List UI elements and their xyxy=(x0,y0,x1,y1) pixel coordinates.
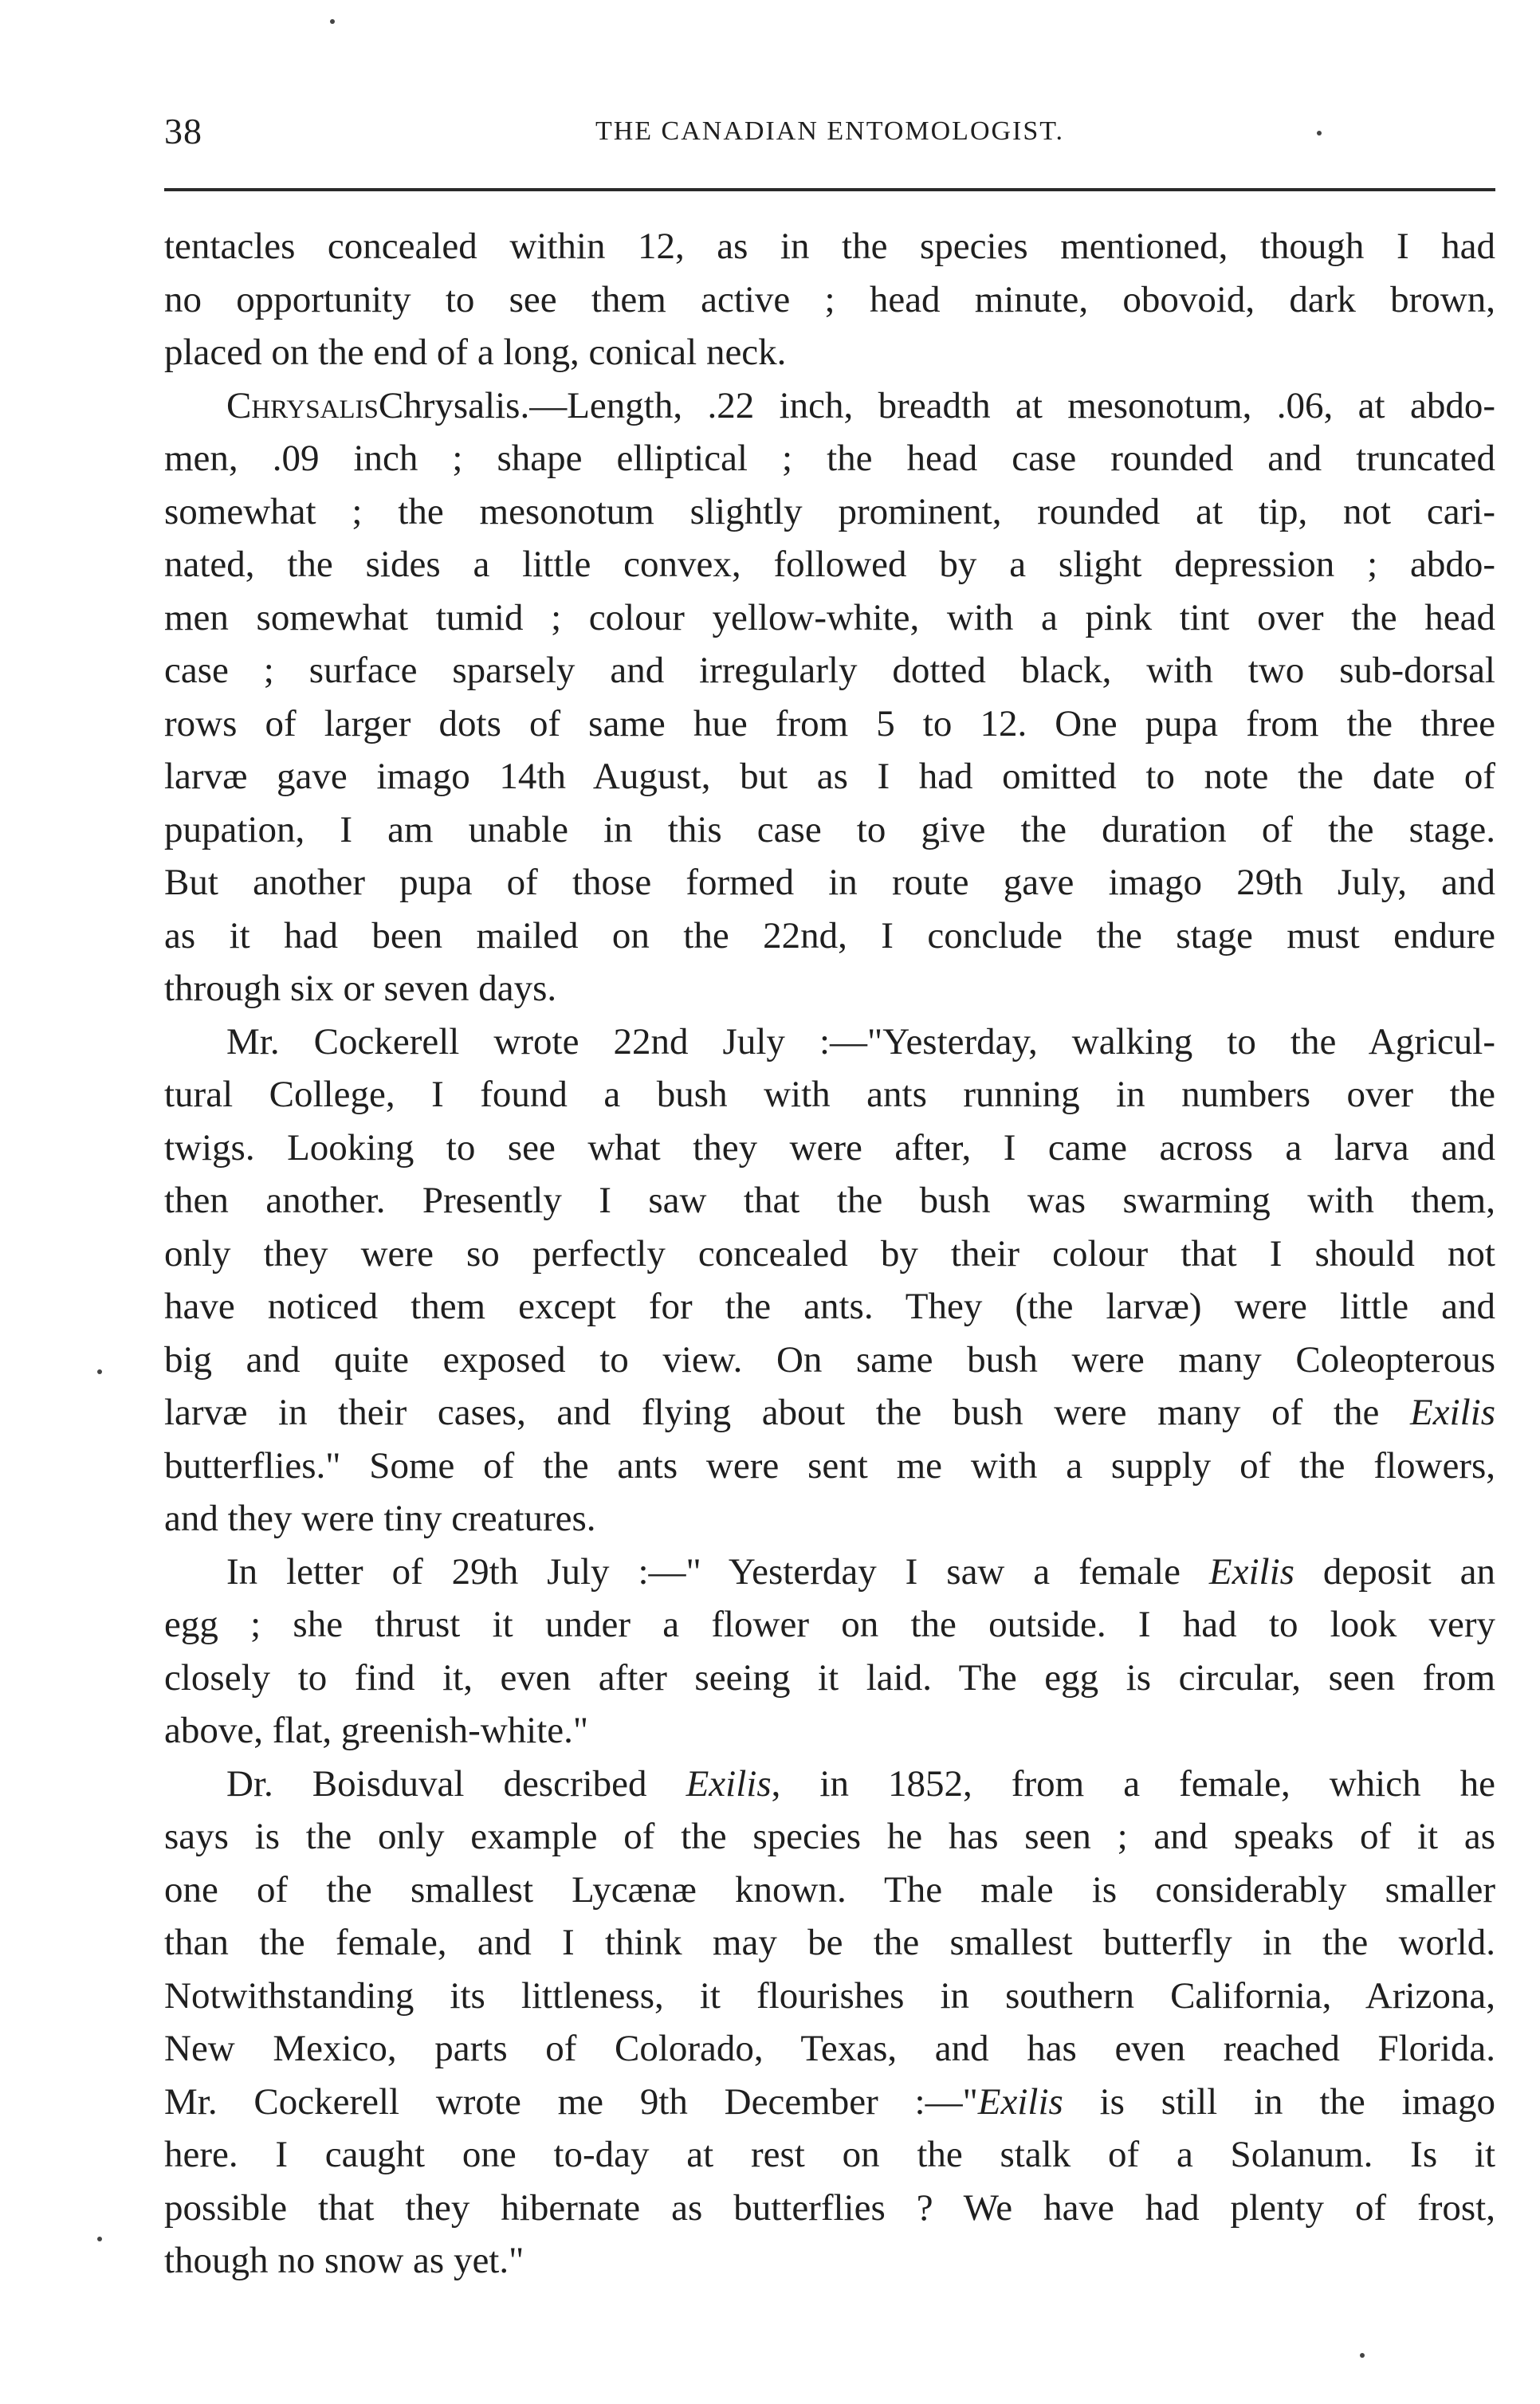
text-line: rows of larger dots of same hue from 5 to 12. One pupa from the three xyxy=(164,702,1495,744)
exilis-italic: Exilis xyxy=(977,2080,1063,2123)
text-line: men somewhat tumid ; colour yellow-white, with a pink tint over the head xyxy=(164,596,1495,638)
text-line: twigs. Looking to see what they were after, I came across a larva and xyxy=(164,1126,1495,1169)
text-line: tentacles concealed within 12, as in the species mentioned, though I had xyxy=(164,226,1495,267)
text-line: only they were so perfectly concealed by their colour that I should not xyxy=(164,1232,1495,1275)
text-line: closely to find it, even after seeing it laid. The egg is circular, seen from xyxy=(164,1656,1495,1699)
text-line: pupation, I am unable in this case to give the duration of the stage. xyxy=(164,808,1495,850)
body-text xyxy=(164,220,1495,2288)
text-fragment: larvæ in their cases, and flying about the bush were many of the xyxy=(164,1392,1410,1433)
text-fragment: is still in the imago xyxy=(1063,2080,1496,2123)
text-line: above, flat, greenish-white." xyxy=(164,1710,589,1751)
text-line: have noticed them except for the ants. They (the larvæ) were little and xyxy=(164,1286,1495,1327)
text-line: says is the only example of the species he has seen ; and speaks of it as xyxy=(164,1816,1495,1857)
text-line: and they were tiny creatures. xyxy=(164,1498,596,1539)
text-line: no opportunity to see them active ; head minute, obovoid, dark brown, xyxy=(164,278,1495,320)
text-line xyxy=(164,1386,1495,1440)
exilis-italic: Exilis xyxy=(1409,1392,1495,1433)
text-line: as it had been mailed on the 22nd, I conclude the stage must endure xyxy=(164,914,1495,956)
text-line: somewhat ; the mesonotum slightly prominent, rounded at tip, not cari- xyxy=(164,490,1495,532)
text-line: here. I caught one to-day at rest on the stalk of a Solanum. Is it xyxy=(164,2134,1495,2175)
text-line xyxy=(164,1758,1495,1811)
running-head: THE CANADIAN ENTOMOLOGIST. xyxy=(595,116,1065,146)
print-speck xyxy=(330,19,335,24)
text-fragment: deposit an xyxy=(1294,1550,1495,1593)
text-line xyxy=(164,2076,1495,2129)
text-line: than the female, and I think may be the smallest butterfly in the world. xyxy=(164,1922,1495,1963)
text-fragment: Chrysalis.—Length, .22 inch, breadth at mesonotum, .06, at abdo- xyxy=(378,384,1495,426)
text-line: one of the smallest Lycænæ known. The male is considerably smaller xyxy=(164,1868,1495,1911)
text-fragment: In letter of 29th July :—" Yesterday I saw a female xyxy=(226,1550,1209,1593)
text-line: egg ; she thrust it under a flower on the outside. I had to look very xyxy=(164,1604,1495,1645)
text-line: possible that they hibernate as butterflies ? We have had plenty of frost, xyxy=(164,2186,1495,2229)
page-number: 38 xyxy=(164,111,202,151)
text-line: though no snow as yet." xyxy=(164,2240,524,2281)
text-line: case ; surface sparsely and irregularly dotted black, with two sub-dorsal xyxy=(164,650,1495,691)
text-line: through six or seven days. xyxy=(164,968,557,1009)
exilis-italic: Exilis xyxy=(686,1762,772,1805)
print-speck xyxy=(97,1369,102,1374)
print-speck xyxy=(1317,131,1322,136)
text-line xyxy=(164,379,1495,433)
chrysalis-heading: Chrysalis xyxy=(226,384,379,426)
text-line: placed on the end of a long, conical neck. xyxy=(164,332,787,373)
text-line xyxy=(164,1015,1495,1069)
text-fragment: Mr. Cockerell wrote 22nd July :—"Yesterday, walking to the Agricul- xyxy=(226,1020,1495,1063)
text-line: Notwithstanding its littleness, it flourishes in southern California, Arizona, xyxy=(164,1974,1495,2017)
text-fragment: Dr. Boisduval described xyxy=(226,1762,686,1805)
text-line: larvæ gave imago 14th August, but as I had omitted to note the date of xyxy=(164,756,1495,797)
header-rule xyxy=(164,188,1495,191)
text-fragment: Mr. Cockerell wrote me 9th December :—" xyxy=(164,2080,978,2123)
print-speck xyxy=(1360,2353,1365,2358)
text-line: then another. Presently I saw that the bush was swarming with them, xyxy=(164,1180,1495,1221)
page-header xyxy=(164,110,1495,158)
text-line: big and quite exposed to view. On same bush were many Coleopterous xyxy=(164,1338,1495,1381)
text-line: New Mexico, parts of Colorado, Texas, and has even reached Florida. xyxy=(164,2028,1495,2069)
text-line: But another pupa of those formed in route gave imago 29th July, and xyxy=(164,862,1495,903)
print-speck xyxy=(97,2237,102,2241)
exilis-italic: Exilis xyxy=(1208,1550,1294,1593)
text-line: men, .09 inch ; shape elliptical ; the head case rounded and truncated xyxy=(164,438,1495,479)
text-line: nated, the sides a little convex, followed by a slight depression ; abdo- xyxy=(164,544,1495,585)
text-fragment: , in 1852, from a female, which he xyxy=(771,1762,1495,1805)
text-line: tural College, I found a bush with ants running in numbers over the xyxy=(164,1074,1495,1115)
text-line: butterflies." Some of the ants were sent me with a supply of the flowers, xyxy=(164,1444,1495,1487)
text-line xyxy=(164,1546,1495,1599)
